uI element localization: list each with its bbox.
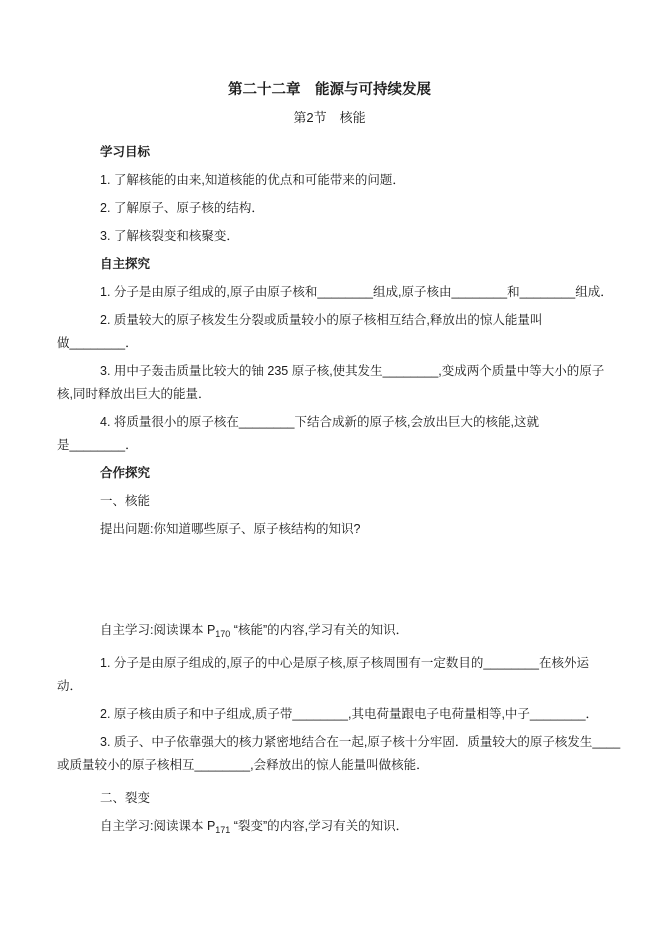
coop-inquiry-heading: 合作探究	[100, 466, 151, 480]
coop-part2-title: 二、裂变	[100, 791, 151, 805]
posed-question: 提出问题:你知道哪些原子、原子核结构的知识?	[100, 522, 361, 536]
coop-item: 1. 分子是由原子组成的,原子的中心是原子核,原子核周围有一定数目的________在核外运	[100, 656, 589, 670]
self-inquiry-item-continuation: 做________．	[57, 336, 138, 350]
self-study-text-pre: 自主学习:阅读课本 P	[100, 623, 216, 637]
self-study-text-pre: 自主学习:阅读课本 P	[100, 819, 216, 833]
textbook-page-subscript: 170	[215, 629, 231, 639]
self-inquiry-item: 3. 用中子轰击质量比较大的铀 235 原子核,使其发生________,变成两个质量中等大小的原子	[100, 364, 605, 378]
coop-item-continuation: 或质量较小的原子核相互________,会释放出的惊人能量叫做核能．	[57, 758, 429, 772]
section-title: 第2节 核能	[293, 110, 366, 125]
self-inquiry-item: 4. 将质量很小的原子核在________下结合成新的原子核,会放出巨大的核能,这就	[100, 415, 539, 429]
blank-answer-space	[57, 539, 602, 612]
learning-goal-item: 1. 了解核能的由来,知道核能的优点和可能带来的问题．	[100, 173, 405, 187]
learning-goals-heading: 学习目标	[100, 145, 151, 159]
coop-item: 2. 原子核由质子和中子组成,质子带________,其电荷量跟电子电荷量相等,中子________．	[100, 707, 599, 721]
self-study-text-post: “裂变”的内容,学习有关的知识．	[230, 819, 409, 833]
learning-goal-item: 2. 了解原子、原子核的结构．	[100, 201, 264, 215]
coop-part1-title: 一、核能	[100, 494, 151, 508]
self-inquiry-item-continuation: 是________．	[57, 438, 138, 452]
self-study-instruction-2	[57, 816, 602, 836]
self-study-text-post: “核能”的内容,学习有关的知识．	[230, 623, 409, 637]
self-inquiry-item-continuation: 核,同时释放出巨大的能量．	[57, 387, 211, 401]
self-inquiry-item: 1. 分子是由原子组成的,原子由原子核和________组成,原子核由________和________组成．	[100, 285, 613, 299]
self-study-instruction-1	[57, 620, 602, 640]
learning-goal-item: 3. 了解核裂变和核聚变．	[100, 229, 239, 243]
coop-item: 3. 质子、中子依靠强大的核力紧密地结合在一起,原子核十分牢固．质量较大的原子核发生____	[100, 735, 621, 749]
textbook-page-subscript: 171	[215, 825, 231, 835]
coop-item-continuation: 动．	[57, 679, 83, 693]
self-inquiry-heading: 自主探究	[100, 257, 151, 271]
chapter-title: 第二十二章 能源与可持续发展	[228, 82, 431, 98]
self-inquiry-item: 2. 质量较大的原子核发生分裂或质量较小的原子核相互结合,释放出的惊人能量叫	[100, 313, 543, 327]
